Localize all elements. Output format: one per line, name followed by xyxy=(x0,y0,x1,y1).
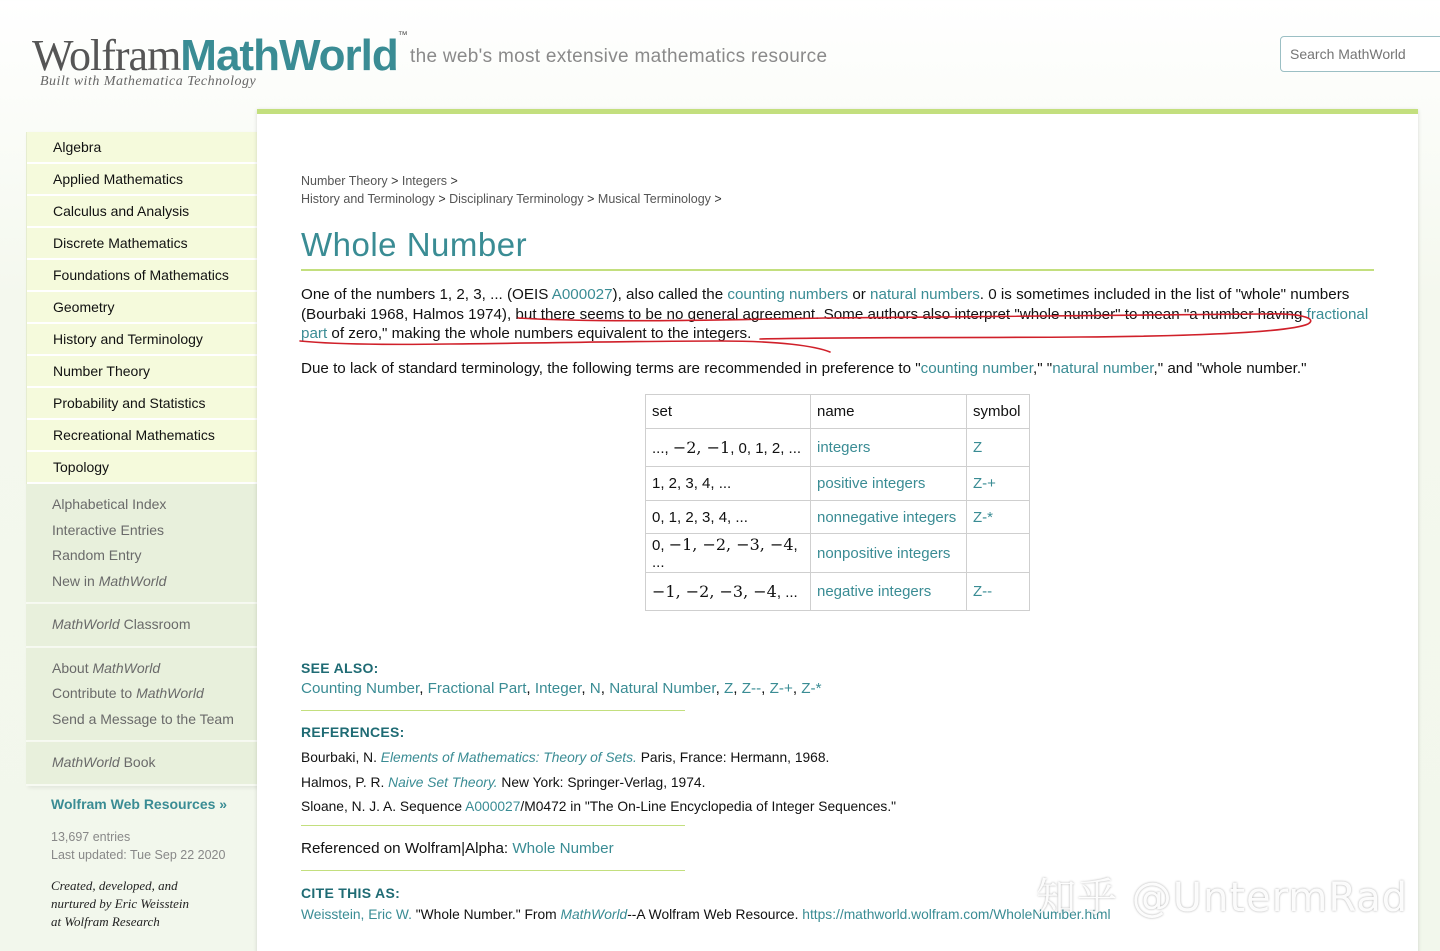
table-header-set: set xyxy=(646,395,811,429)
definition-paragraph xyxy=(301,285,1376,344)
sidebar-topic-geometry[interactable]: Geometry xyxy=(27,292,257,324)
reference-item xyxy=(301,795,896,820)
see-also-natural-number[interactable]: Natural Number xyxy=(609,680,716,697)
citation xyxy=(301,907,1111,922)
credit-line-2: nurtured by Eric Weisstein xyxy=(51,896,190,911)
reference-item xyxy=(301,771,896,796)
reference-title-link[interactable]: Naive Set Theory. xyxy=(388,774,498,790)
about-label: About xyxy=(52,659,93,676)
sidebar-topic-applied-mathematics[interactable]: Applied Mathematics xyxy=(27,164,257,196)
table-row xyxy=(646,429,1030,467)
p1-text-c: or xyxy=(848,286,871,303)
credit-line-3: at Wolfram Research xyxy=(51,914,160,929)
table-row xyxy=(646,467,1030,501)
terminology-table xyxy=(645,394,1030,611)
table-header-name: name xyxy=(811,395,967,429)
natural-number-link[interactable]: natural number xyxy=(1052,360,1154,377)
see-also-fractional-part[interactable]: Fractional Part xyxy=(427,680,527,697)
see-also-heading: SEE ALSO: xyxy=(301,660,379,676)
breadcrumb-separator: > xyxy=(447,174,458,188)
table-row xyxy=(646,501,1030,534)
set-text: 0, 1, 2, 3, 4, ... xyxy=(652,508,748,526)
table-cell-set xyxy=(646,534,811,573)
negative-integers-link[interactable]: negative integers xyxy=(817,583,932,600)
sidebar-topic-calculus-and-analysis[interactable]: Calculus and Analysis xyxy=(27,196,257,228)
breadcrumb-separator: > xyxy=(710,192,722,206)
natural-numbers-link[interactable]: natural numbers xyxy=(870,286,980,303)
set-math: −2, −1 xyxy=(672,438,731,457)
reference-publisher: Paris, France: Hermann, 1968. xyxy=(636,750,830,765)
sidebar xyxy=(26,132,257,786)
alphabetical-index-link[interactable]: Alphabetical Index xyxy=(52,496,167,512)
references-list xyxy=(301,746,896,820)
new-in-label: New in xyxy=(52,572,99,589)
classroom-nav-group xyxy=(26,604,257,648)
see-also-links: Counting Number, Fractional Part, Integer, N, Natural Number, Z, Z--, Z-+, Z-* xyxy=(301,680,822,697)
see-also-z-plus[interactable]: Z-+ xyxy=(769,680,793,697)
sidebar-topic-discrete-mathematics[interactable]: Discrete Mathematics xyxy=(27,228,257,260)
see-also-counting-number[interactable]: Counting Number xyxy=(301,680,420,697)
see-also-z-star[interactable]: Z-* xyxy=(801,680,822,697)
contribute-label: Contribute to xyxy=(52,685,137,701)
reference-author: Sloane, N. J. A. Sequence xyxy=(301,799,466,814)
new-in-mathworld-em: MathWorld xyxy=(98,572,167,589)
breadcrumb xyxy=(301,172,722,208)
table-row xyxy=(646,573,1030,611)
set-text: , ... xyxy=(652,537,798,571)
table-header-row xyxy=(646,395,1030,429)
symbol-z-link[interactable]: Z xyxy=(973,439,983,456)
site-header xyxy=(0,0,1440,110)
p2-text-c: ," and "whole number." xyxy=(1153,360,1307,377)
breadcrumb-line-1 xyxy=(301,172,722,190)
credit-line-1: Created, developed, and xyxy=(51,878,178,893)
see-also-integer[interactable]: Integer xyxy=(534,680,582,697)
nonpositive-integers-link[interactable]: nonpositive integers xyxy=(817,544,951,562)
index-nav-group xyxy=(26,484,257,604)
table-cell-set xyxy=(646,573,811,611)
breadcrumb-separator: > xyxy=(387,174,402,188)
breadcrumb-history-and-terminology[interactable]: History and Terminology xyxy=(301,192,435,206)
p1-text-e: of zero," making the whole numbers equivalent to the integers. xyxy=(327,325,752,342)
table-row xyxy=(646,534,1030,573)
sidebar-topic-foundations-of-mathematics[interactable]: Foundations of Mathematics xyxy=(27,260,257,292)
breadcrumb-disciplinary-terminology[interactable]: Disciplinary Terminology xyxy=(449,192,584,206)
mathworld-classroom-link[interactable] xyxy=(26,612,257,638)
sidebar-topic-algebra[interactable]: Algebra xyxy=(27,132,257,164)
table-cell-name xyxy=(811,573,967,611)
fractional-part-link[interactable]: fractional part xyxy=(301,305,1369,342)
book-mathworld-em: MathWorld xyxy=(52,754,120,770)
set-text: , ... xyxy=(776,584,798,601)
nonnegative-integers-link[interactable]: nonnegative integers xyxy=(817,508,957,526)
table-cell-set xyxy=(646,501,811,534)
sidebar-topic-history-and-terminology[interactable]: History and Terminology xyxy=(27,324,257,356)
interactive-entries-link[interactable]: Interactive Entries xyxy=(52,521,165,538)
p1-text-d: . 0 is sometimes included in the list of "whole" numbers (Bourbaki 1968, Halmos 1974), but there seems to be no general agreement. Some authors also interpret "whole number" to mean "a number having xyxy=(301,286,1350,323)
table-cell-name xyxy=(811,534,967,573)
breadcrumb-separator: > xyxy=(434,192,450,206)
send-message-link[interactable]: Send a Message to the Team xyxy=(52,710,234,727)
table-cell-set xyxy=(646,467,811,501)
cite-text: --A Wolfram Web Resource. xyxy=(627,907,803,922)
logo-trademark: ™ xyxy=(397,30,408,41)
reference-item xyxy=(301,746,896,771)
topic-list xyxy=(26,132,257,484)
sidebar-topic-recreational-mathematics[interactable]: Recreational Mathematics xyxy=(27,420,257,452)
classroom-mathworld-em: MathWorld xyxy=(52,616,120,632)
symbol-z-minus-link[interactable]: Z-- xyxy=(973,583,993,600)
site-credit xyxy=(51,877,189,931)
cite-text: "Whole Number." From xyxy=(411,907,561,922)
last-updated: Last updated: Tue Sep 22 2020 xyxy=(51,848,226,862)
breadcrumb-number-theory[interactable]: Number Theory xyxy=(301,174,388,188)
wolfram-alpha-link[interactable]: Whole Number xyxy=(512,840,614,857)
breadcrumb-integers[interactable]: Integers xyxy=(401,174,448,188)
zhihu-watermark: 知乎 @UntermRad xyxy=(1036,875,1409,921)
reference-author: Halmos, P. R. xyxy=(301,774,389,790)
integers-link[interactable]: integers xyxy=(817,439,871,456)
table-cell-symbol xyxy=(967,534,1030,573)
see-also-z-minus[interactable]: Z-- xyxy=(741,680,762,697)
about-mathworld-em: MathWorld xyxy=(92,659,161,676)
terminology-paragraph xyxy=(301,359,1376,379)
p2-text-a: Due to lack of standard terminology, the following terms are recommended in preference to " xyxy=(301,360,921,377)
sidebar-topic-probability-and-statistics[interactable]: Probability and Statistics xyxy=(27,388,257,420)
see-also-z[interactable]: Z xyxy=(724,680,734,697)
cite-url-link[interactable]: https://mathworld.wolfram.com/WholeNumber.html xyxy=(802,907,1111,922)
search-input[interactable] xyxy=(1280,36,1440,72)
entries-count: 13,697 entries xyxy=(51,830,131,844)
see-also-n[interactable]: N xyxy=(589,680,601,697)
reference-oeis-link[interactable]: A000027 xyxy=(465,799,521,814)
classroom-label: Classroom xyxy=(119,616,191,632)
table-cell-name xyxy=(811,467,967,501)
positive-integers-link[interactable]: positive integers xyxy=(817,475,926,492)
reference-publisher: /M0472 in "The On-Line Encyclopedia of Integer Sequences." xyxy=(520,799,897,814)
sidebar-topic-topology[interactable]: Topology xyxy=(27,452,257,484)
p1-text-b: ), also called the xyxy=(612,286,728,303)
cite-author-link[interactable]: Weisstein, Eric W. xyxy=(301,907,412,922)
reference-author: Bourbaki, N. xyxy=(301,750,381,765)
logo-subtitle: Built with Mathematica Technology xyxy=(40,74,257,89)
symbol-z-star-link[interactable]: Z-* xyxy=(973,508,993,526)
logo-mathworld-text: MathWorld xyxy=(180,31,398,80)
set-text: 1, 2, 3, 4, ... xyxy=(652,475,732,492)
counting-number-link[interactable]: counting number xyxy=(920,360,1033,377)
page-title: Whole Number xyxy=(301,226,528,263)
table-cell-symbol xyxy=(967,573,1030,611)
about-nav-group xyxy=(26,648,257,743)
site-stats xyxy=(51,828,225,864)
reference-publisher: New York: Springer-Verlag, 1974. xyxy=(497,774,706,790)
reference-title-link[interactable]: Elements of Mathematics: Theory of Sets. xyxy=(380,750,637,765)
site-tagline: the web's most extensive mathematics resource xyxy=(410,46,828,67)
breadcrumb-musical-terminology[interactable]: Musical Terminology xyxy=(597,192,711,206)
mathworld-book-link[interactable] xyxy=(26,750,257,776)
p1-text-a: One of the numbers 1, 2, 3, ... (OEIS xyxy=(301,286,552,303)
logo-wolfram-text: Wolfram xyxy=(32,31,181,80)
cite-mathworld-link[interactable]: MathWorld xyxy=(560,907,628,922)
table-cell-name xyxy=(811,429,967,467)
wolfram-alpha-label: Referenced on Wolfram|Alpha: xyxy=(301,840,513,857)
wolfram-alpha-reference xyxy=(301,840,614,857)
table-cell-set xyxy=(646,429,811,467)
about-mathworld-link[interactable] xyxy=(26,656,257,682)
counting-numbers-link[interactable]: counting numbers xyxy=(727,286,849,303)
wolfram-web-resources-link[interactable]: Wolfram Web Resources » xyxy=(51,796,228,812)
contribute-mathworld-em: MathWorld xyxy=(136,685,204,701)
table-cell-symbol xyxy=(967,467,1030,501)
book-label: Book xyxy=(119,754,156,770)
cite-heading: CITE THIS AS: xyxy=(301,885,401,901)
title-divider xyxy=(301,269,1374,271)
table-header-symbol: symbol xyxy=(967,395,1030,429)
breadcrumb-separator: > xyxy=(583,192,598,206)
contribute-link[interactable] xyxy=(26,681,257,707)
set-text: 0, xyxy=(652,537,669,554)
oeis-link[interactable]: A000027 xyxy=(551,286,613,303)
set-math: −1, −2, −3, −4 xyxy=(668,535,794,554)
book-nav-group xyxy=(26,742,257,786)
table-cell-symbol xyxy=(967,429,1030,467)
references-heading: REFERENCES: xyxy=(301,724,405,740)
symbol-z-plus-link[interactable]: Z-+ xyxy=(973,475,996,492)
section-divider xyxy=(301,870,685,871)
new-in-mathworld-link[interactable] xyxy=(26,569,257,595)
random-entry-link[interactable]: Random Entry xyxy=(52,547,142,563)
table-cell-symbol xyxy=(967,501,1030,534)
table-cell-name xyxy=(811,501,967,534)
section-divider xyxy=(301,825,685,826)
set-math: −1, −2, −3, −4 xyxy=(652,582,777,601)
sidebar-topic-number-theory[interactable]: Number Theory xyxy=(27,356,257,388)
section-divider xyxy=(301,710,685,711)
set-text: ..., xyxy=(652,440,673,457)
set-text: , 0, 1, 2, ... xyxy=(730,440,802,457)
p2-text-b: ," " xyxy=(1032,360,1053,377)
article-panel xyxy=(257,109,1418,951)
breadcrumb-line-2 xyxy=(301,190,722,208)
